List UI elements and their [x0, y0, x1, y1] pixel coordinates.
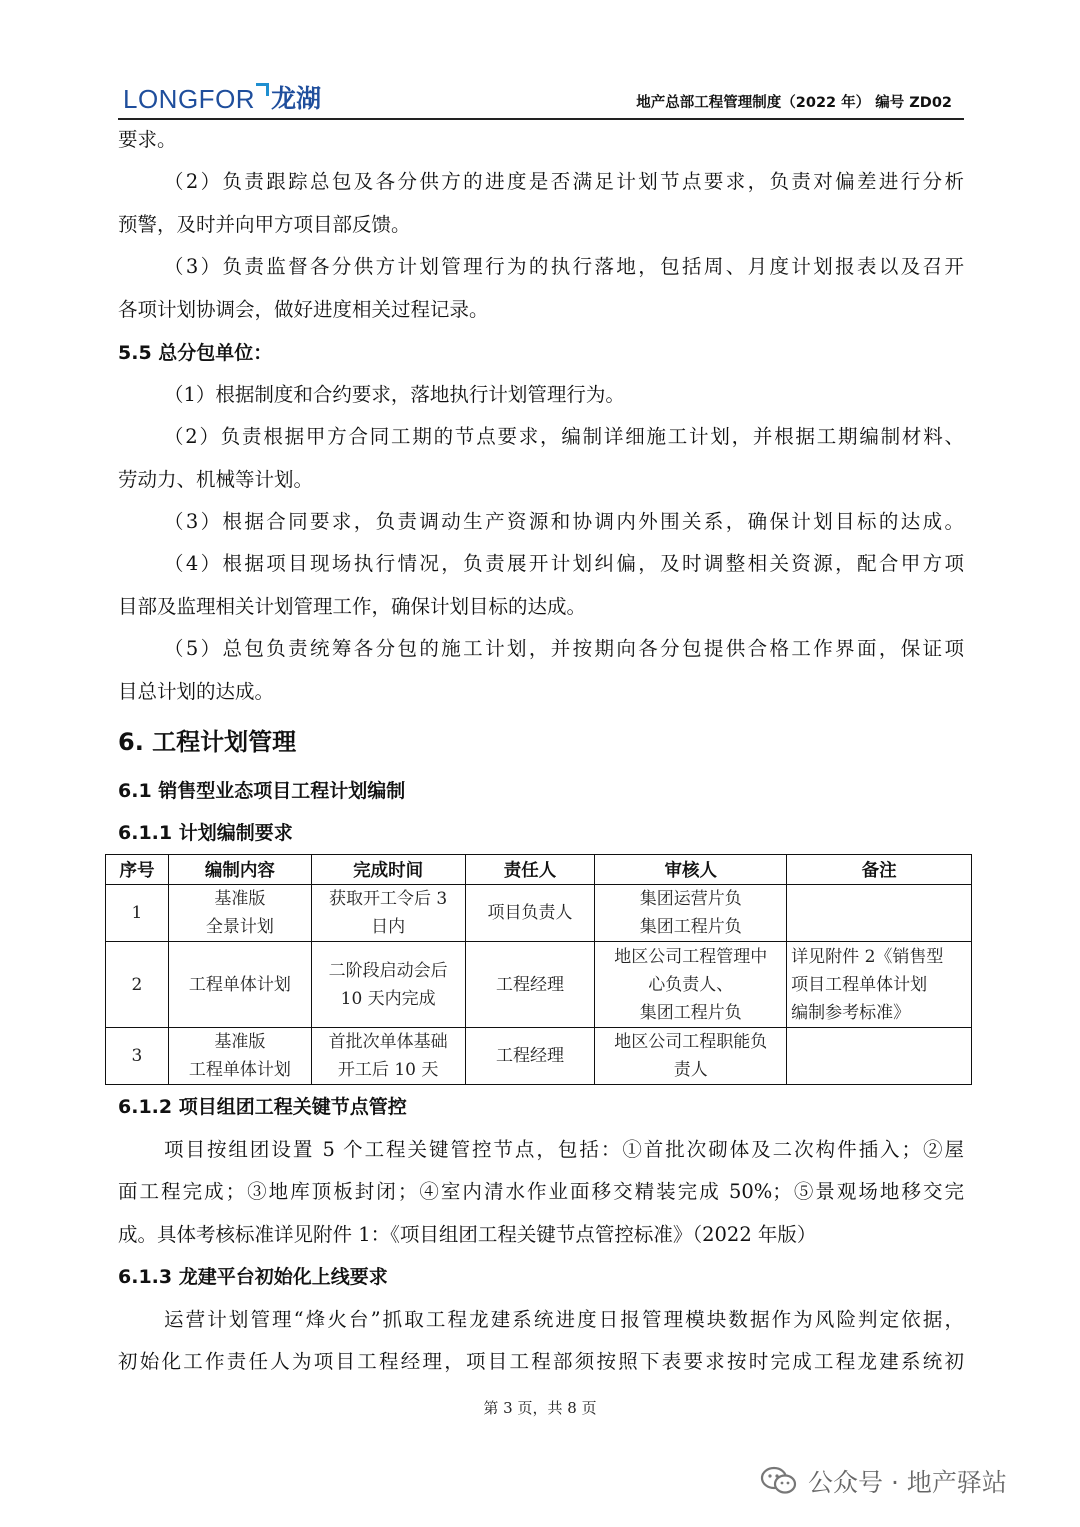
time-cell	[311, 942, 465, 1028]
section-heading-6-1: 6.1 销售型业态项目工程计划编制	[118, 780, 406, 802]
wechat-icon	[760, 1466, 798, 1496]
time-cell	[311, 885, 465, 942]
cell-line: 工程单体计划	[188, 1060, 291, 1080]
section-heading-6-1-1: 6.1.1 计划编制要求	[118, 822, 293, 844]
section-heading-6-1-2: 6.1.2 项目组团工程关键节点管控	[118, 1096, 407, 1118]
logo-mark-icon	[256, 83, 269, 96]
cell-line: 全景计划	[205, 917, 274, 937]
paragraph-line: 初始化工作责任人为项目工程经理，项目工程部须按照下表要求按时完成工程龙建系统初	[118, 1350, 964, 1373]
cell-line: 集团工程片负	[639, 917, 742, 937]
paragraph-line: （1）根据制度和合约要求，落地执行计划管理行为。	[164, 383, 625, 406]
cell-line: 基准版	[214, 1032, 266, 1052]
paragraph-line: 项目按组团设置 5 个工程关键管控节点，包括：①首批次砌体及二次构件插入；②屋	[164, 1138, 964, 1161]
page-header	[118, 72, 964, 120]
note-cell	[787, 1028, 972, 1085]
row-number: 2	[106, 942, 169, 1028]
owner-cell: 工程经理	[465, 942, 595, 1028]
paragraph-line: 目总计划的达成。	[118, 680, 275, 703]
paragraph-line: 运营计划管理“烽火台”抓取工程龙建系统进度日报管理模块数据作为风险判定依据，	[164, 1308, 964, 1331]
table-row	[106, 885, 972, 942]
section-heading-5-5: 5.5 总分包单位：	[118, 342, 273, 364]
cell-line: 获取开工令后 3	[329, 889, 448, 909]
reviewer-cell	[595, 942, 787, 1028]
paragraph-line: （2）负责根据甲方合同工期的节点要求，编制详细施工计划，并根据工期编制材料、	[164, 425, 964, 448]
row-number: 1	[106, 885, 169, 942]
paragraph-line: 成。具体考核标准详见附件 1：《项目组团工程关键节点管控标准》（2022 年版）	[118, 1223, 817, 1246]
document-title: 地产总部工程管理制度（2022 年） 编号 ZD02	[636, 95, 952, 111]
cell-line: 工程单体计划	[188, 974, 291, 995]
column-header: 审核人	[595, 855, 787, 885]
cell-line: 10 天内完成	[340, 988, 436, 1009]
cell-line: 集团运营片负	[639, 889, 742, 909]
content-cell	[168, 1028, 311, 1085]
watermark-text: 公众号 · 地产驿站	[808, 1468, 1007, 1497]
logo-text-en: LONGFOR	[123, 84, 256, 114]
paragraph-line: （4）根据项目现场执行情况，负责展开计划纠偏，及时调整相关资源，配合甲方项	[164, 552, 964, 575]
column-header: 完成时间	[311, 855, 465, 885]
paragraph-line: （3）负责监督各分供方计划管理行为的执行落地，包括周、月度计划报表以及召开	[164, 255, 964, 278]
time-cell	[311, 1028, 465, 1085]
cell-line: 基准版	[214, 889, 266, 909]
reviewer-cell	[595, 885, 787, 942]
column-header: 备注	[787, 855, 972, 885]
chapter-heading-6: 6. 工程计划管理	[118, 728, 297, 756]
cell-line: 集团工程片负	[639, 1002, 742, 1023]
cell-line: 日内	[371, 917, 406, 937]
cell-line: 责人	[673, 1060, 708, 1080]
column-header: 责任人	[465, 855, 595, 885]
table-header-row	[106, 855, 972, 885]
longfor-logo	[123, 78, 321, 114]
logo-text-cn: 龙湖	[271, 84, 322, 113]
owner-cell: 项目负责人	[465, 885, 595, 942]
paragraph-line: 劳动力、机械等计划。	[118, 468, 314, 491]
paragraph-line: 目部及监理相关计划管理工作，确保计划目标的达成。	[118, 595, 587, 618]
paragraph-line: 面工程完成；③地库顶板封闭；④室内清水作业面移交精装完成 50%；⑤景观场地移交完	[118, 1180, 964, 1203]
paragraph-line: （5）总包负责统筹各分包的施工计划，并按期向各分包提供合格工作界面，保证项	[164, 637, 964, 660]
paragraph-line: 各项计划协调会，做好进度相关过程记录。	[118, 298, 489, 321]
table-row	[106, 1028, 972, 1085]
content-cell	[168, 942, 311, 1028]
content-cell	[168, 885, 311, 942]
column-header: 序号	[106, 855, 169, 885]
owner-cell: 工程经理	[465, 1028, 595, 1085]
reviewer-cell	[595, 1028, 787, 1085]
paragraph-line: （3）根据合同要求，负责调动生产资源和协调内外围关系，确保计划目标的达成。	[164, 510, 964, 533]
plan-requirements-table	[105, 854, 972, 1085]
column-header: 编制内容	[168, 855, 311, 885]
cell-line: 开工后 10 天	[337, 1060, 439, 1080]
cell-line: 首批次单体基础	[328, 1032, 448, 1052]
note-cell	[787, 885, 972, 942]
page-number: 第 3 页，共 8 页	[483, 1399, 597, 1417]
row-number: 3	[106, 1028, 169, 1085]
watermark	[760, 1463, 1007, 1499]
cell-line: 详见附件 2《销售型	[791, 946, 944, 967]
cell-line: 地区公司工程职能负	[614, 1032, 768, 1052]
cell-line: 项目工程单体计划	[791, 974, 928, 995]
paragraph-line: 预警，及时并向甲方项目部反馈。	[118, 213, 411, 236]
cell-line: 心负责人、	[648, 974, 734, 995]
cell-line: 编制参考标准》	[791, 1002, 911, 1023]
cell-line: 地区公司工程管理中	[614, 946, 768, 967]
cell-line: 二阶段启动会后	[328, 960, 448, 981]
table-row	[106, 942, 972, 1028]
paragraph-line: （2）负责跟踪总包及各分供方的进度是否满足计划节点要求，负责对偏差进行分析	[164, 170, 964, 193]
paragraph-line: 要求。	[118, 128, 177, 151]
section-heading-6-1-3: 6.1.3 龙建平台初始化上线要求	[118, 1266, 388, 1288]
note-cell	[787, 942, 972, 1028]
